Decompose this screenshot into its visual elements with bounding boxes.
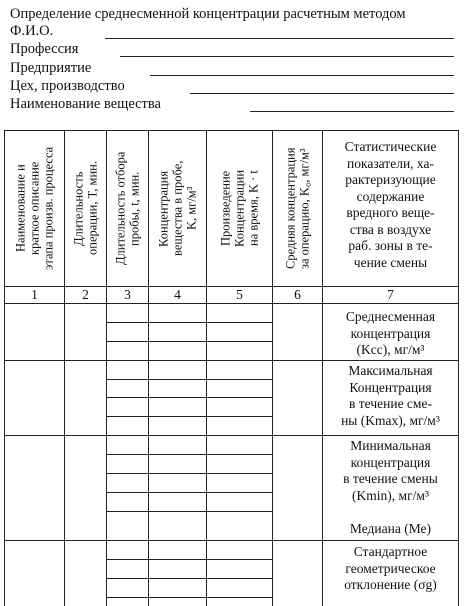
substance-label: Наименование вещества xyxy=(10,96,161,112)
col-number-3: 3 xyxy=(124,287,131,302)
stat-min: Минимальная концентрация в течение смены (Kmin), мг/м³ xyxy=(343,438,438,503)
col4-header: Концентрация вещества в пробе, K, мг/м³ xyxy=(156,160,199,257)
stat-max: Максимальная Концентрация в течение сме- ны (Kmax), мг/м³ xyxy=(341,363,440,428)
stat-median: Медиана (Ме) xyxy=(349,521,432,536)
fio-label: Ф.И.О. xyxy=(10,23,54,39)
stat-geom-std: Стандартное геометрическое отклонение (σg) xyxy=(344,544,437,592)
workshop-label: Цех, производство xyxy=(10,78,125,94)
col1-header: Наименование и краткое описание этапа произв. процесса xyxy=(13,146,56,271)
enterprise-label: Предприятие xyxy=(10,60,92,76)
col-number-4: 4 xyxy=(174,287,181,302)
col7-header: Статистические показатели, ха- рактеризующие содержание вредного веще- ства в воздухе раб. зоны в те- чение смены xyxy=(344,139,437,270)
col5-header: Произведение Концентрации на время, K · t xyxy=(218,169,261,248)
col-number-7: 7 xyxy=(387,287,394,302)
stat-mean-shift: Среднесменная концентрация (Kсс), мг/м³ xyxy=(345,309,436,357)
col-number-6: 6 xyxy=(294,287,301,302)
col-number-1: 1 xyxy=(31,287,38,302)
col6-header: Средняя концентрация за операцию, K₀, мг/м³ xyxy=(283,147,312,270)
profession-label: Профессия xyxy=(10,41,79,57)
col3-header: Длительность отбора пробы, t, мин. xyxy=(113,151,142,266)
form-title: Определение среднесменной концентрации расчетным методом xyxy=(10,6,406,22)
col2-header: Длительность операции, T, мин. xyxy=(71,161,100,256)
col-number-5: 5 xyxy=(236,287,243,302)
col-number-2: 2 xyxy=(82,287,89,302)
